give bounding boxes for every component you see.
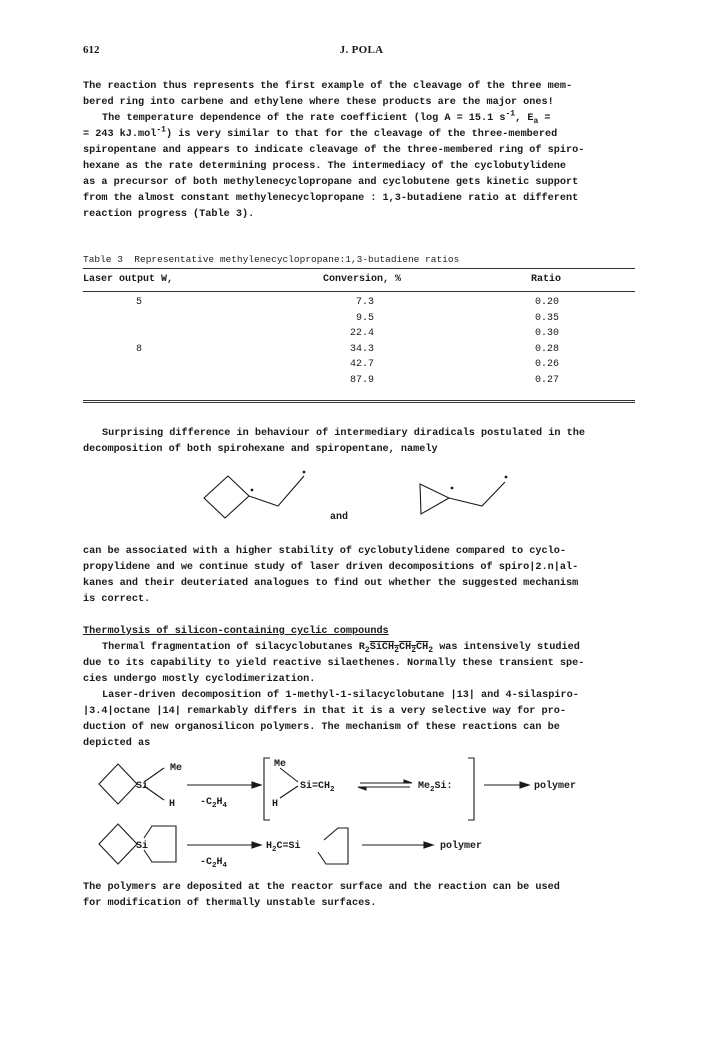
svg-text:-C2H4: $-C_2H_4$ [200,857,228,870]
si-label-2: Si [136,841,149,852]
si-label: Si [136,781,149,792]
diradical-chain [249,476,304,506]
h-label-2: H [272,799,279,810]
cyclopropane-ring [420,484,449,514]
paragraph-thermal-fragmentation: Thermal fragmentation of silacyclobutanes $R_2SiCH_2CH_2CH_2$ was intensively studied due to its capability to yield reactive silaethenes. Normally these transient spe- cies undergo mostly cyclodimerization. [83,642,585,685]
and-label: and [330,512,349,523]
column-header-laser-output: Laser output W, [83,274,174,285]
table-row: 8 34.3 0.28 [136,343,560,355]
h-label: H [169,799,176,810]
running-title: J. POLA [339,44,384,56]
table-bottom-rule-2 [83,402,635,403]
silacyclobutane-ring [99,764,137,804]
column-header-ratio: Ratio [531,274,562,285]
diradical-scheme [180,466,540,536]
radical-dot [451,487,454,490]
paragraph-laser-decomposition: Laser-driven decomposition of 1-methyl-1-silacyclobutane |13| and 4-silaspiro- |3.4|octane |14| remarkably differs in that it is a very selective way for pro- duction of new organosilicon polymers. The mechanism of these reactions can be depicted as [83,690,579,749]
table-header-rule [83,291,635,292]
table-row: 42.7 0.26 [349,359,560,370]
svg-text:Si=CH2: $Si=CH_2$ [300,781,335,794]
silacyclopentene-ring [318,828,348,864]
svg-text:-C2H4: $-C_2H_4$ [200,797,228,810]
table-row: 5 7.3 0.20 [136,297,560,308]
paragraph-stability: can be associated with a higher stability of cyclobutylidene compared to cyclo- propylidene and we continue study of laser driven decompositions of spiro|2.n|al- kanes and their deuteriated analogues to find out whether the suggested mechanism is correct. [83,546,579,605]
paragraph-polymers: The polymers are deposited at the reactor surface and the reaction can be used for modification of thermally unstable surfaces. [83,882,560,909]
section-heading: Thermolysis of silicon-containing cyclic compounds [83,626,389,637]
table-bottom-rule [83,400,635,401]
me-label-2: Me [274,759,287,770]
reaction-scheme [80,752,640,872]
radical-dot [303,471,306,474]
si-me-bond [144,768,164,782]
paragraph-diradicals: Surprising difference in behaviour of intermediary diradicals postulated in the decomposition of both spirohexane and spiropentane, namely [83,428,585,455]
silaspiro-ring-b [144,826,176,862]
diradical-chain-2 [449,482,505,506]
svg-text:Me2Si:: $Me_2Si$: [418,781,453,794]
table-caption: Table 3 Representative methylenecyclopropane:1,3-butadiene ratios [83,254,460,265]
page-number: 612 [83,44,100,56]
paragraph-cleavage: The reaction thus represents the first example of the cleavage of the three mem- bered ring into carbene and ethylene where these products are the major ones! [83,81,573,108]
radical-dot [505,476,508,479]
silaspiro-ring-a [99,824,137,864]
paragraph-temperature-dependence: The temperature dependence of the rate coefficient (log A = 15.1 $s^{-1}$, $E_a$ = = 243 kJ.mol$^{-1}$) is very similar to that for the cleavage of the three-membered spiropentane and appears to indicate cleavage of the three-membered ring of spiro- hexane as the rate determining process. The intermediacy of the cyclobutylidene as a precursor of both methylenecyclopropane and cyclobutene gets kinetic support from the almost constant methylenecyclopropane : 1,3-butadiene ratio at different reaction progress (Table 3). [83,109,585,220]
column-header-conversion: Conversion, % [323,274,402,285]
polymer-label-2: polymer [440,841,483,852]
table-row: 22.4 0.30 [349,328,560,339]
table-row: 9.5 0.35 [355,312,560,324]
table-top-rule [83,268,635,269]
cyclobutane-ring [204,476,249,518]
polymer-label: polymer [534,781,577,792]
table-row: 87.9 0.27 [349,374,560,386]
svg-text:H2C=Si: $H_2C=Si$ [266,841,301,854]
me-label: Me [170,763,183,774]
radical-dot [251,489,254,492]
